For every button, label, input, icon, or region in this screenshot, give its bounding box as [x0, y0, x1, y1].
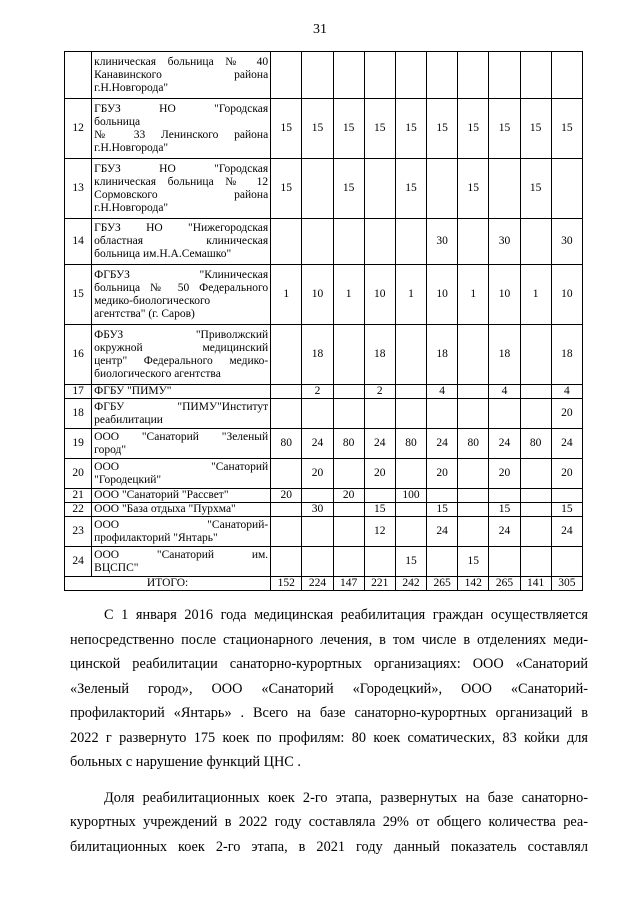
value-cell: 15 [551, 99, 582, 159]
value-cell [520, 325, 551, 385]
institution-name-line: больница им.Н.А.Семашко" [94, 248, 232, 260]
paragraph-line: С 1 января 2016 года медицинская реабилитация граждан осуществляется [104, 607, 588, 623]
institution-name-line: ООО "Санаторий "Зеленый [94, 430, 269, 443]
value-cell: 10 [302, 265, 333, 325]
institution-name [92, 159, 271, 219]
value-cell: 15 [364, 503, 395, 517]
institution-name-line: ООО "Санаторий- [94, 518, 269, 531]
value-cell: 15 [489, 503, 520, 517]
value-cell [395, 399, 426, 429]
row-number: 18 [65, 399, 92, 429]
value-cell: 30 [427, 219, 458, 265]
value-cell [458, 399, 489, 429]
institution-name-line: ФГБУЗ "Клиническая [94, 268, 269, 281]
institution-name-line: реабилитации [94, 413, 163, 426]
value-cell: 15 [395, 547, 426, 577]
value-cell: 15 [520, 99, 551, 159]
paragraph [70, 603, 588, 775]
value-cell: 24 [489, 517, 520, 547]
value-cell [427, 52, 458, 99]
institution-name [92, 385, 271, 399]
value-cell: 30 [489, 219, 520, 265]
value-cell [333, 399, 364, 429]
value-cell [333, 547, 364, 577]
institution-name-line: г.Н.Новгорода" [94, 81, 169, 94]
value-cell [364, 159, 395, 219]
institution-name-line: № 33 Ленинского района [94, 128, 269, 141]
total-value: 224 [302, 577, 333, 591]
total-value: 305 [551, 577, 582, 591]
value-cell [395, 325, 426, 385]
value-cell: 15 [271, 99, 302, 159]
value-cell [333, 219, 364, 265]
row-number [65, 52, 92, 99]
row-number: 17 [65, 385, 92, 399]
value-cell: 24 [489, 429, 520, 459]
page-number: 31 [313, 22, 327, 37]
total-value: 242 [395, 577, 426, 591]
table-row [65, 52, 583, 99]
value-cell [364, 489, 395, 503]
value-cell: 18 [364, 325, 395, 385]
table-row [65, 489, 583, 503]
value-cell: 10 [551, 265, 582, 325]
value-cell: 24 [551, 429, 582, 459]
value-cell: 15 [427, 99, 458, 159]
total-value: 265 [489, 577, 520, 591]
value-cell [520, 503, 551, 517]
value-cell: 15 [427, 503, 458, 517]
institution-name [92, 489, 271, 503]
institution-name-line: областная клиническая [94, 235, 269, 247]
value-cell [551, 489, 582, 503]
value-cell [427, 489, 458, 503]
total-value: 152 [271, 577, 302, 591]
value-cell [489, 489, 520, 503]
institution-name-line: ООО "База отдыха "Пурхма" [94, 503, 236, 515]
value-cell [458, 517, 489, 547]
value-cell [302, 159, 333, 219]
value-cell [427, 547, 458, 577]
value-cell [271, 503, 302, 517]
value-cell: 24 [427, 517, 458, 547]
value-cell [489, 547, 520, 577]
row-number: 23 [65, 517, 92, 547]
value-cell [271, 459, 302, 489]
value-cell [458, 459, 489, 489]
value-cell: 20 [333, 489, 364, 503]
value-cell: 4 [551, 385, 582, 399]
value-cell [395, 517, 426, 547]
value-cell [551, 52, 582, 99]
table-row [65, 503, 583, 517]
value-cell: 1 [520, 265, 551, 325]
value-cell: 10 [364, 265, 395, 325]
total-value: 221 [364, 577, 395, 591]
paragraph-line: «Зеленый город», ООО «Санаторий «Городецкий», ООО «Санаторий- [70, 680, 588, 697]
value-cell [302, 52, 333, 99]
total-row [65, 577, 583, 591]
paragraph [70, 786, 588, 860]
value-cell [333, 503, 364, 517]
value-cell: 24 [364, 429, 395, 459]
value-cell [427, 159, 458, 219]
value-cell [520, 52, 551, 99]
value-cell [271, 385, 302, 399]
table-row [65, 399, 583, 429]
value-cell [489, 52, 520, 99]
value-cell [520, 517, 551, 547]
institution-name-line: клиническая больница № 40 [94, 55, 269, 68]
value-cell: 15 [458, 159, 489, 219]
value-cell [271, 399, 302, 429]
value-cell [520, 547, 551, 577]
value-cell: 20 [302, 459, 333, 489]
value-cell: 10 [427, 265, 458, 325]
paragraph-line: непосредственно после стационарного лечения, в том числе в отделениях меди- [70, 631, 588, 648]
value-cell: 15 [489, 99, 520, 159]
value-cell: 20 [271, 489, 302, 503]
value-cell: 15 [458, 547, 489, 577]
row-number: 16 [65, 325, 92, 385]
value-cell: 15 [520, 159, 551, 219]
value-cell [458, 489, 489, 503]
value-cell [458, 52, 489, 99]
value-cell [489, 399, 520, 429]
value-cell: 20 [551, 459, 582, 489]
value-cell: 1 [333, 265, 364, 325]
value-cell: 15 [458, 99, 489, 159]
value-cell [333, 52, 364, 99]
value-cell: 24 [427, 429, 458, 459]
total-value: 141 [520, 577, 551, 591]
row-number: 13 [65, 159, 92, 219]
institution-name-line: больница № 50 Федерального [94, 281, 269, 294]
paragraph-line: профилакторий «Янтарь» . Всего на базе санаторно-курортных организаций в [70, 705, 588, 721]
value-cell: 80 [395, 429, 426, 459]
value-cell [271, 517, 302, 547]
value-cell: 15 [333, 159, 364, 219]
value-cell: 4 [427, 385, 458, 399]
total-label: ИТОГО: [65, 577, 271, 591]
total-value: 265 [427, 577, 458, 591]
value-cell [271, 325, 302, 385]
value-cell [551, 547, 582, 577]
table-row [65, 159, 583, 219]
institution-name [92, 265, 271, 325]
institution-name-line: г.Н.Новгорода" [94, 141, 169, 154]
value-cell: 15 [271, 159, 302, 219]
total-value: 147 [333, 577, 364, 591]
institution-name-line: ООО "Санаторий "Рассвет" [94, 489, 229, 501]
value-cell [302, 547, 333, 577]
value-cell: 15 [364, 99, 395, 159]
table-row [65, 429, 583, 459]
institution-name-line: больница [94, 115, 141, 128]
value-cell [427, 399, 458, 429]
value-cell: 20 [551, 399, 582, 429]
table-row [65, 99, 583, 159]
value-cell: 80 [458, 429, 489, 459]
institution-name-line: "Городецкий" [94, 473, 162, 486]
institution-name [92, 547, 271, 577]
value-cell: 15 [395, 99, 426, 159]
value-cell [489, 159, 520, 219]
institution-name [92, 503, 271, 517]
paragraph-line: больных с нарушение функций ЦНС . [70, 754, 301, 770]
value-cell [395, 459, 426, 489]
body-text [70, 603, 588, 859]
institution-name-line: окружной медицинский [94, 341, 269, 354]
total-value: 142 [458, 577, 489, 591]
institution-name [92, 99, 271, 159]
value-cell [302, 399, 333, 429]
value-cell [333, 459, 364, 489]
institution-name-line: ООО "Санаторий им. [94, 548, 269, 561]
row-number: 14 [65, 219, 92, 265]
value-cell [520, 489, 551, 503]
institution-name-line: г.Н.Новгорода" [94, 201, 169, 214]
value-cell: 15 [302, 99, 333, 159]
value-cell: 18 [427, 325, 458, 385]
value-cell [520, 459, 551, 489]
value-cell [364, 399, 395, 429]
institution-name-line: биологического агентства [94, 367, 221, 380]
value-cell [458, 503, 489, 517]
value-cell: 4 [489, 385, 520, 399]
institution-name [92, 325, 271, 385]
value-cell: 15 [551, 503, 582, 517]
value-cell: 100 [395, 489, 426, 503]
institution-name-line: профилакторий "Янтарь" [94, 531, 218, 544]
value-cell [302, 219, 333, 265]
value-cell [395, 219, 426, 265]
institution-name [92, 459, 271, 489]
value-cell [520, 399, 551, 429]
value-cell [364, 52, 395, 99]
beds-table [64, 51, 583, 591]
institution-name-line: Сормовского района [94, 188, 269, 201]
value-cell [333, 517, 364, 547]
value-cell: 20 [364, 459, 395, 489]
value-cell [458, 385, 489, 399]
institution-name [92, 517, 271, 547]
value-cell [271, 547, 302, 577]
value-cell [271, 52, 302, 99]
institution-name-line: ООО "Санаторий [94, 460, 269, 473]
paragraph-line: билитационных коек 2-го этапа, в 2021 году данный показатель составлял [70, 838, 588, 855]
paragraph-line: курортных учреждений в 2022 году составляла 29% от общего количества реа- [70, 814, 588, 830]
value-cell [364, 219, 395, 265]
institution-name-line: медико-биологического [94, 294, 211, 307]
institution-name-line: центр" Федерального медико- [94, 354, 269, 367]
value-cell: 30 [302, 503, 333, 517]
institution-name-line: ГБУЗ НО "Городская [94, 162, 269, 175]
value-cell: 15 [395, 159, 426, 219]
table-row [65, 219, 583, 265]
institution-name-line: ГБУЗ НО "Нижегородская [94, 222, 269, 234]
table-row [65, 325, 583, 385]
institution-name [92, 52, 271, 99]
value-cell [271, 219, 302, 265]
institution-name [92, 219, 271, 265]
institution-name [92, 429, 271, 459]
value-cell [458, 325, 489, 385]
table-row [65, 385, 583, 399]
row-number: 20 [65, 459, 92, 489]
value-cell: 80 [333, 429, 364, 459]
value-cell: 15 [333, 99, 364, 159]
value-cell [333, 325, 364, 385]
value-cell: 24 [551, 517, 582, 547]
institution-name [92, 399, 271, 429]
table-row [65, 517, 583, 547]
institution-name-line: ГБУЗ НО "Городская [94, 102, 269, 115]
value-cell [302, 489, 333, 503]
value-cell [364, 547, 395, 577]
value-cell [458, 219, 489, 265]
row-number: 22 [65, 503, 92, 517]
value-cell: 18 [551, 325, 582, 385]
value-cell: 10 [489, 265, 520, 325]
value-cell: 1 [395, 265, 426, 325]
institution-name-line: клиническая больница № 12 [94, 175, 269, 188]
value-cell [395, 385, 426, 399]
value-cell: 30 [551, 219, 582, 265]
paragraph-line: 2022 г развернуто 175 коек по профилям: 80 коек соматических, 83 койки для [70, 729, 588, 746]
value-cell: 2 [364, 385, 395, 399]
value-cell: 1 [458, 265, 489, 325]
institution-name-line: агентства" (г. Саров) [94, 307, 195, 320]
value-cell [520, 385, 551, 399]
table-row [65, 547, 583, 577]
value-cell [395, 503, 426, 517]
value-cell: 18 [302, 325, 333, 385]
row-number: 15 [65, 265, 92, 325]
value-cell: 2 [302, 385, 333, 399]
value-cell [333, 385, 364, 399]
value-cell [551, 159, 582, 219]
value-cell [302, 517, 333, 547]
row-number: 19 [65, 429, 92, 459]
table-row [65, 459, 583, 489]
value-cell: 18 [489, 325, 520, 385]
paragraph-line: цинской реабилитации санаторно-курортных организациях: ООО «Санаторий [70, 656, 588, 672]
value-cell [520, 219, 551, 265]
value-cell: 80 [520, 429, 551, 459]
row-number: 12 [65, 99, 92, 159]
paragraph-line: Доля реабилитационных коек 2-го этапа, развернутых на базе санаторно- [104, 789, 588, 806]
value-cell: 1 [271, 265, 302, 325]
value-cell [395, 52, 426, 99]
institution-name-line: ФБУЗ "Приволжский [94, 328, 269, 341]
value-cell: 20 [427, 459, 458, 489]
value-cell: 24 [302, 429, 333, 459]
institution-name-line: Канавинского района [94, 68, 269, 81]
value-cell: 20 [489, 459, 520, 489]
value-cell: 12 [364, 517, 395, 547]
row-number: 24 [65, 547, 92, 577]
row-number: 21 [65, 489, 92, 503]
institution-name-line: ФГБУ "ПИМУ"Институт [94, 400, 269, 413]
value-cell: 80 [271, 429, 302, 459]
table-row [65, 265, 583, 325]
institution-name-line: ФГБУ "ПИМУ" [94, 385, 172, 397]
institution-name-line: ВЦСПС" [94, 561, 139, 574]
institution-name-line: город" [94, 443, 127, 456]
